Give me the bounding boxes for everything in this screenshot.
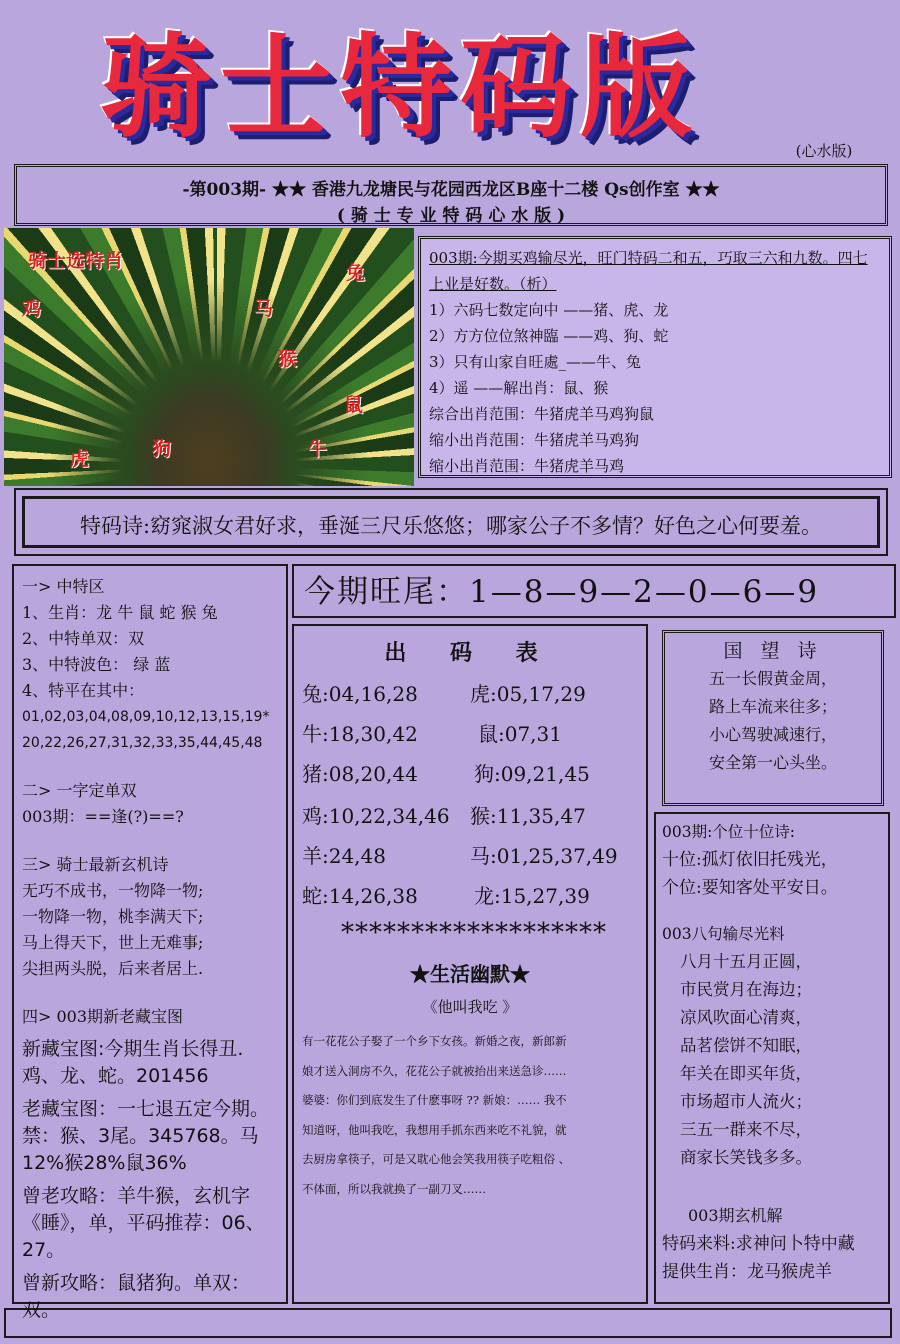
poem-line: 路上车流来往多；: [708, 697, 837, 716]
section-line: 无巧不成书，一物降一物;: [22, 881, 204, 900]
digit-poem-units: 个位:要知客处平安日。: [662, 878, 838, 898]
right-column: [654, 812, 890, 1304]
story-line: 去厨房拿筷子，可是又耽心他会笑我用筷子吃粗俗 、: [302, 1152, 571, 1166]
analysis-line: 综合出肖范围：牛猪虎羊马鸡狗鼠: [429, 405, 655, 423]
story-text: [302, 1028, 638, 1205]
table-cell: 猪:08,20,44: [302, 762, 418, 786]
poem-line: 商家长笑钱多多。: [680, 1148, 812, 1167]
section-line: 4、特平在其中：: [22, 681, 145, 700]
section-heading: 一> 中特区: [22, 577, 105, 596]
section-heading: 三> 骑士最新玄机诗: [22, 855, 169, 874]
table-cell: 鼠:07,31: [478, 722, 562, 746]
table-cell: 马:01,25,37,49: [470, 844, 618, 868]
poem-line: 年关在即买年货，: [680, 1064, 812, 1083]
digit-poem-title: 003期:个位十位诗:: [662, 823, 796, 841]
special-poem-box: [14, 488, 888, 556]
analysis-line: 3）只有山家自旺處_——牛、兔: [429, 353, 642, 371]
table-cell: 羊:24,48: [302, 844, 386, 868]
table-cell: 鸡:10,22,34,46: [302, 804, 450, 828]
table-cell: 狗:09,21,45: [474, 762, 590, 786]
poem-line: 市民赏月在海边；: [680, 980, 812, 999]
zodiac-label-ox: 牛: [308, 438, 328, 460]
page-title: 骑士特码版: [100, 23, 700, 153]
hot-tail-banner: 今期旺尾：1—8—9—2—0—6—9: [292, 564, 896, 618]
national-poem-box: [662, 630, 884, 806]
title-area: [0, 0, 900, 160]
table-cell: 虎:05,17,29: [470, 682, 586, 706]
edition-label: (心水版): [795, 142, 853, 160]
zodiac-label-rabbit: 兔: [346, 262, 366, 284]
mystery-title: 003期玄机解: [688, 1206, 783, 1225]
poem-line: 安全第一心头坐。: [708, 753, 837, 772]
story-title: 《他叫我吃 》: [422, 998, 518, 1016]
story-line: 知道呀，他叫我吃，我想用手抓东西来吃不礼貌，就: [302, 1122, 567, 1137]
header-box: [14, 164, 888, 226]
zodiac-label-monkey: 猴: [278, 348, 298, 370]
section-heading: 四> 003期新老藏宝图: [22, 1007, 184, 1026]
mystery-line-2: 提供生肖：龙马猴虎羊: [662, 1262, 832, 1282]
zodiac-label-horse: 马: [254, 298, 274, 320]
number-list: 01,02,03,04,08,09,10,12,13,15,19*: [22, 709, 270, 725]
special-poem-text: 特码诗:窈窕淑女君好求，垂涎三尺乐悠悠；哪家公子不多情？好色之心何要羞。: [22, 496, 880, 548]
analysis-line: 1）六码七数定向中 ——猪、虎、龙: [429, 301, 669, 319]
analysis-headline: 003期:今期买鸡输尽光，旺门特码二和五，巧取三六和九数。四七上业是好数。（析）: [429, 249, 868, 293]
story-line: 有一花花公子娶了一个乡下女孩。新婚之夜，新郎新: [302, 1034, 567, 1048]
section-line: 马上得天下，世上无难事;: [22, 933, 204, 952]
story-line: 娘才送入洞房不久，花花公子就被抬出来送急诊……: [302, 1063, 567, 1078]
star-divider: *******************: [341, 918, 607, 948]
treasure-map-new: 新藏宝图:今期生肖长得丑.鸡、龙、蛇。201456: [22, 1038, 244, 1087]
analysis-box: [418, 236, 892, 478]
analysis-line: 4）遥 ——解出肖：鼠、猴: [429, 379, 609, 397]
eight-line-title: 003八句输尽光料: [662, 925, 785, 943]
zodiac-label-dog: 狗: [152, 438, 172, 460]
poem-line: 三五一群来不尽，: [680, 1120, 812, 1139]
strategy-old: 曾老攻略：羊牛猴，玄机字《睡》，单，平码推荐：06、27。: [22, 1185, 265, 1261]
section-heading: 二> 一字定单双: [22, 781, 137, 800]
table-cell: 蛇:14,26,38: [302, 884, 418, 908]
analysis-line: 2）方方位位煞神臨 ——鸡、狗、蛇: [429, 327, 669, 345]
section-line: 003期：==逢(?)==?: [22, 807, 184, 826]
section-line: 3、中特波色： 绿 蓝: [22, 655, 171, 674]
story-line: 婆婆：你们到底发生了什麽事呀 ?? 新娘：…… 我不: [302, 1093, 567, 1107]
header-line-2: ( 骑 士 专 业 特 码 心 水 版 ): [336, 206, 566, 226]
analysis-line: 缩小出肖范围：牛猪虎羊马鸡: [429, 457, 625, 475]
humor-title: ★生活幽默★: [410, 962, 530, 986]
strategy-new: 曾新攻略：鼠猪狗。单双：双。: [22, 1272, 251, 1321]
analysis-line: 缩小出肖范围：牛猪虎羊马鸡狗: [429, 431, 640, 449]
poem-line: 小心驾驶减速行，: [708, 725, 837, 744]
story-line: 不体面，所以我就换了一副刀叉……: [302, 1181, 486, 1196]
section-line: 1、生肖：龙 牛 鼠 蛇 猴 兔: [22, 603, 218, 622]
poem-line: 五一长假黄金周，: [708, 669, 837, 688]
eight-line-poem: [662, 948, 882, 1172]
plant-caption: 骑士选特肖: [28, 250, 124, 272]
national-poem-title: 国 望 诗: [723, 640, 823, 662]
header-line-1: -第003期- ★★ 香港九龙塘民与花园西龙区B座十二楼 Qs创作室 ★★: [182, 180, 720, 200]
zodiac-label-rooster: 鸡: [22, 298, 42, 320]
zodiac-label-tiger: 虎: [70, 448, 90, 470]
table-title: 出 码 表: [384, 640, 556, 666]
table-cell: 猴:11,35,47: [470, 804, 586, 828]
table-cell: 龙:15,27,39: [474, 884, 590, 908]
section-line: 一物降一物，桃李满天下;: [22, 907, 204, 926]
mystery-line-1: 特码来料:求神问卜特中藏: [662, 1234, 855, 1254]
section-line: 2、中特单双：双: [22, 629, 145, 648]
poem-line: 品茗偿饼不知眠，: [680, 1036, 812, 1055]
number-table: [292, 624, 648, 1304]
poem-line: 市场超市人流火；: [680, 1092, 812, 1111]
poem-line: 八月十五月正圆，: [680, 952, 812, 971]
treasure-map-old: 老藏宝图：一七退五定今期。禁：猴、3尾。345768。马12%猴28%鼠36%: [22, 1098, 270, 1174]
number-list: 20,22,26,27,31,32,33,35,44,45,48: [22, 735, 263, 751]
bottom-bar: [4, 1308, 892, 1338]
table-cell: 牛:18,30,42: [302, 722, 418, 746]
poem-line: 凉风吹面心清爽，: [680, 1008, 812, 1027]
left-column: [12, 564, 288, 1321]
zodiac-label-rat: 鼠: [344, 394, 364, 416]
table-cell: 兔:04,16,28: [302, 682, 418, 706]
plant-image: [4, 228, 414, 486]
digit-poem-tens: 十位:孤灯依旧托残光，: [662, 850, 838, 870]
section-line: 尖担两头脱，后来者居上.: [22, 959, 204, 978]
